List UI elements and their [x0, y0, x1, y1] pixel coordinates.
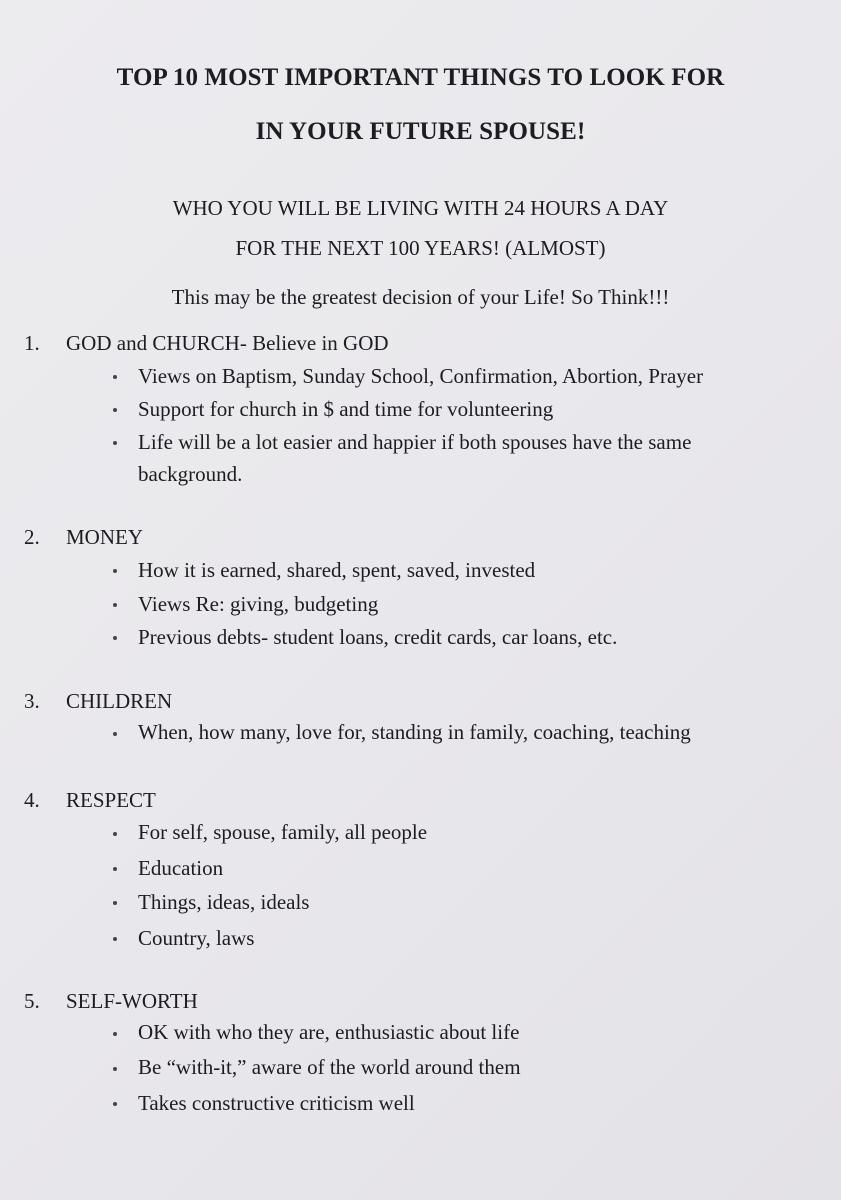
section-heading: CHILDREN: [66, 689, 173, 713]
section-heading: GOD and CHURCH- Believe in GOD: [66, 331, 389, 355]
bullet-text: Country, laws: [138, 926, 255, 950]
bullet-text: Things, ideas, ideals: [138, 890, 310, 914]
section-number: 5.: [24, 989, 40, 1013]
document-title-line-1: TOP 10 MOST IMPORTANT THINGS TO LOOK FOR: [116, 64, 725, 91]
bullet-text: Support for church in $ and time for volunteering: [138, 397, 554, 421]
section-number: 4.: [24, 788, 40, 812]
bullet-text: Takes constructive criticism well: [138, 1091, 415, 1115]
section-heading: RESPECT: [66, 788, 156, 812]
bullet-text: For self, spouse, family, all people: [138, 820, 428, 844]
section-heading: MONEY: [66, 525, 143, 549]
bullet-text: OK with who they are, enthusiastic about life: [138, 1020, 520, 1044]
bullet-text: Previous debts- student loans, credit cards, car loans, etc.: [138, 625, 618, 649]
bullet-text: Life will be a lot easier and happier if both spouses have the same: [138, 430, 692, 454]
document-title-line-2: IN YOUR FUTURE SPOUSE!: [255, 118, 586, 145]
bullet-text: Education: [138, 856, 224, 880]
subtitle-line-3: This may be the greatest decision of your Life! So Think!!!: [171, 285, 670, 309]
section-heading: SELF-WORTH: [66, 989, 198, 1013]
bullet-text: How it is earned, shared, spent, saved, invested: [138, 558, 536, 582]
section-number: 2.: [24, 525, 40, 549]
subtitle-line-1: WHO YOU WILL BE LIVING WITH 24 HOURS A DAY: [172, 196, 669, 220]
bullet-text: Views Re: giving, budgeting: [138, 592, 379, 616]
bullet-text: When, how many, love for, standing in family, coaching, teaching: [138, 720, 691, 744]
section-number: 3.: [24, 689, 40, 713]
bullet-text-continuation: background.: [138, 462, 243, 486]
bullet-text: Be “with-it,” aware of the world around them: [138, 1055, 521, 1079]
bullet-text: Views on Baptism, Sunday School, Confirmation, Abortion, Prayer: [138, 364, 704, 388]
section-number: 1.: [24, 331, 40, 355]
subtitle-line-2: FOR THE NEXT 100 YEARS! (ALMOST): [235, 236, 606, 260]
